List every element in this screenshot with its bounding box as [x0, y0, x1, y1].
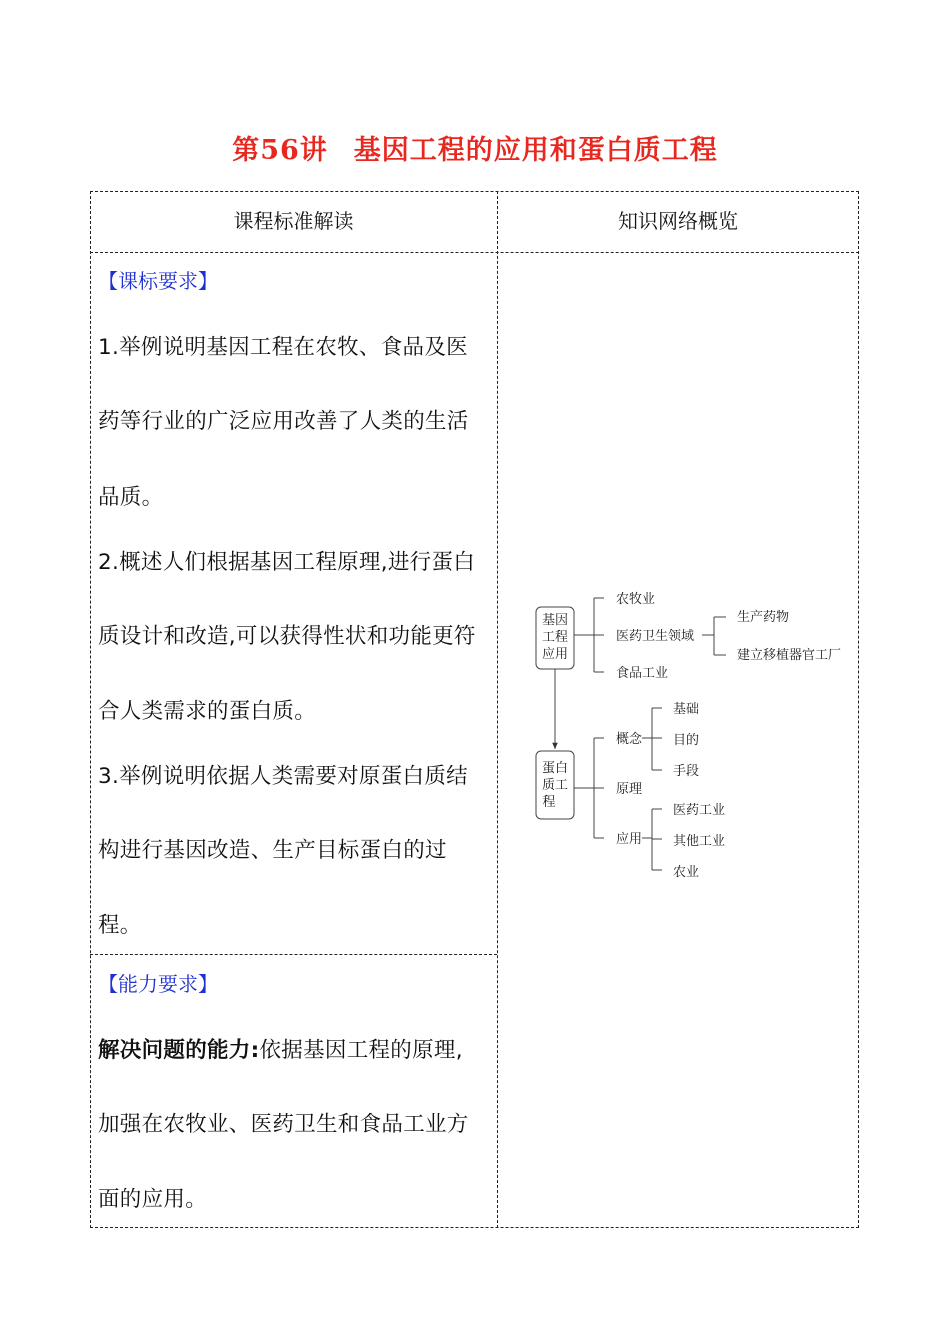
- protein-branch: 应用: [616, 832, 643, 847]
- ability-line: 面的应用。: [98, 1187, 208, 1212]
- ability-bold-lead: 解决问题的能力:: [98, 1038, 260, 1063]
- protein-branch: 原理: [616, 782, 643, 797]
- ability-line: [98, 1033, 493, 1064]
- header-curriculum: 课程标准解读: [233, 209, 354, 233]
- page-title: [0, 128, 950, 167]
- application-sub: 农业: [673, 865, 700, 880]
- application-sub: 医药工业: [673, 803, 726, 818]
- gene-branch: 医药卫生领域: [616, 629, 695, 644]
- ability-line: 加强在农牧业、医药卫生和食品工业方: [98, 1112, 469, 1137]
- gene-branch: 食品工业: [616, 666, 669, 681]
- protein-branch: 概念: [616, 732, 643, 747]
- gene-branch: 农牧业: [616, 592, 656, 607]
- title-suffix: 讲: [299, 135, 328, 166]
- application-sub: 其他工业: [673, 834, 726, 849]
- title-number: 56: [260, 135, 300, 166]
- ability-line1-rest: 依据基因工程的原理,: [259, 1038, 463, 1063]
- title-topic: 基因工程的应用和蛋白质工程: [353, 135, 718, 166]
- curriculum-line: 程。: [98, 913, 142, 938]
- curriculum-line: 构进行基因改造、生产目标蛋白的过: [98, 838, 447, 863]
- box1-line: 工程: [541, 630, 569, 645]
- title-prefix: 第: [232, 135, 261, 166]
- concept-sub: 手段: [673, 764, 700, 779]
- curriculum-heading: 【课标要求】: [98, 269, 218, 293]
- section-divider: [90, 954, 497, 955]
- medical-sub: 建立移植器官工厂: [737, 648, 842, 663]
- curriculum-line: 合人类需求的蛋白质。: [98, 699, 317, 724]
- concept-sub: 基础: [673, 702, 700, 717]
- medical-sub: 生产药物: [737, 610, 790, 625]
- concept-sub: 目的: [673, 733, 700, 748]
- header-divider: [90, 252, 859, 253]
- box1-line: 应用: [541, 647, 569, 662]
- box1-line: 基因: [541, 613, 569, 628]
- box2-line: 程: [542, 795, 556, 810]
- box2-line: 质工: [541, 778, 569, 793]
- curriculum-line: 药等行业的广泛应用改善了人类的生活: [98, 409, 469, 434]
- knowledge-map-diagram: [530, 583, 855, 883]
- column-divider: [497, 191, 498, 1228]
- curriculum-line: 2.概述人们根据基因工程原理,进行蛋白: [98, 550, 476, 575]
- box2-line: 蛋白: [541, 761, 569, 776]
- curriculum-line: 质设计和改造,可以获得性状和功能更符: [98, 624, 476, 649]
- curriculum-line: 品质。: [98, 485, 164, 510]
- curriculum-line: 1.举例说明基因工程在农牧、食品及医: [98, 335, 468, 360]
- ability-heading: 【能力要求】: [98, 972, 218, 996]
- header-knowledge-map: 知识网络概览: [618, 209, 738, 233]
- curriculum-line: 3.举例说明依据人类需要对原蛋白质结: [98, 764, 468, 789]
